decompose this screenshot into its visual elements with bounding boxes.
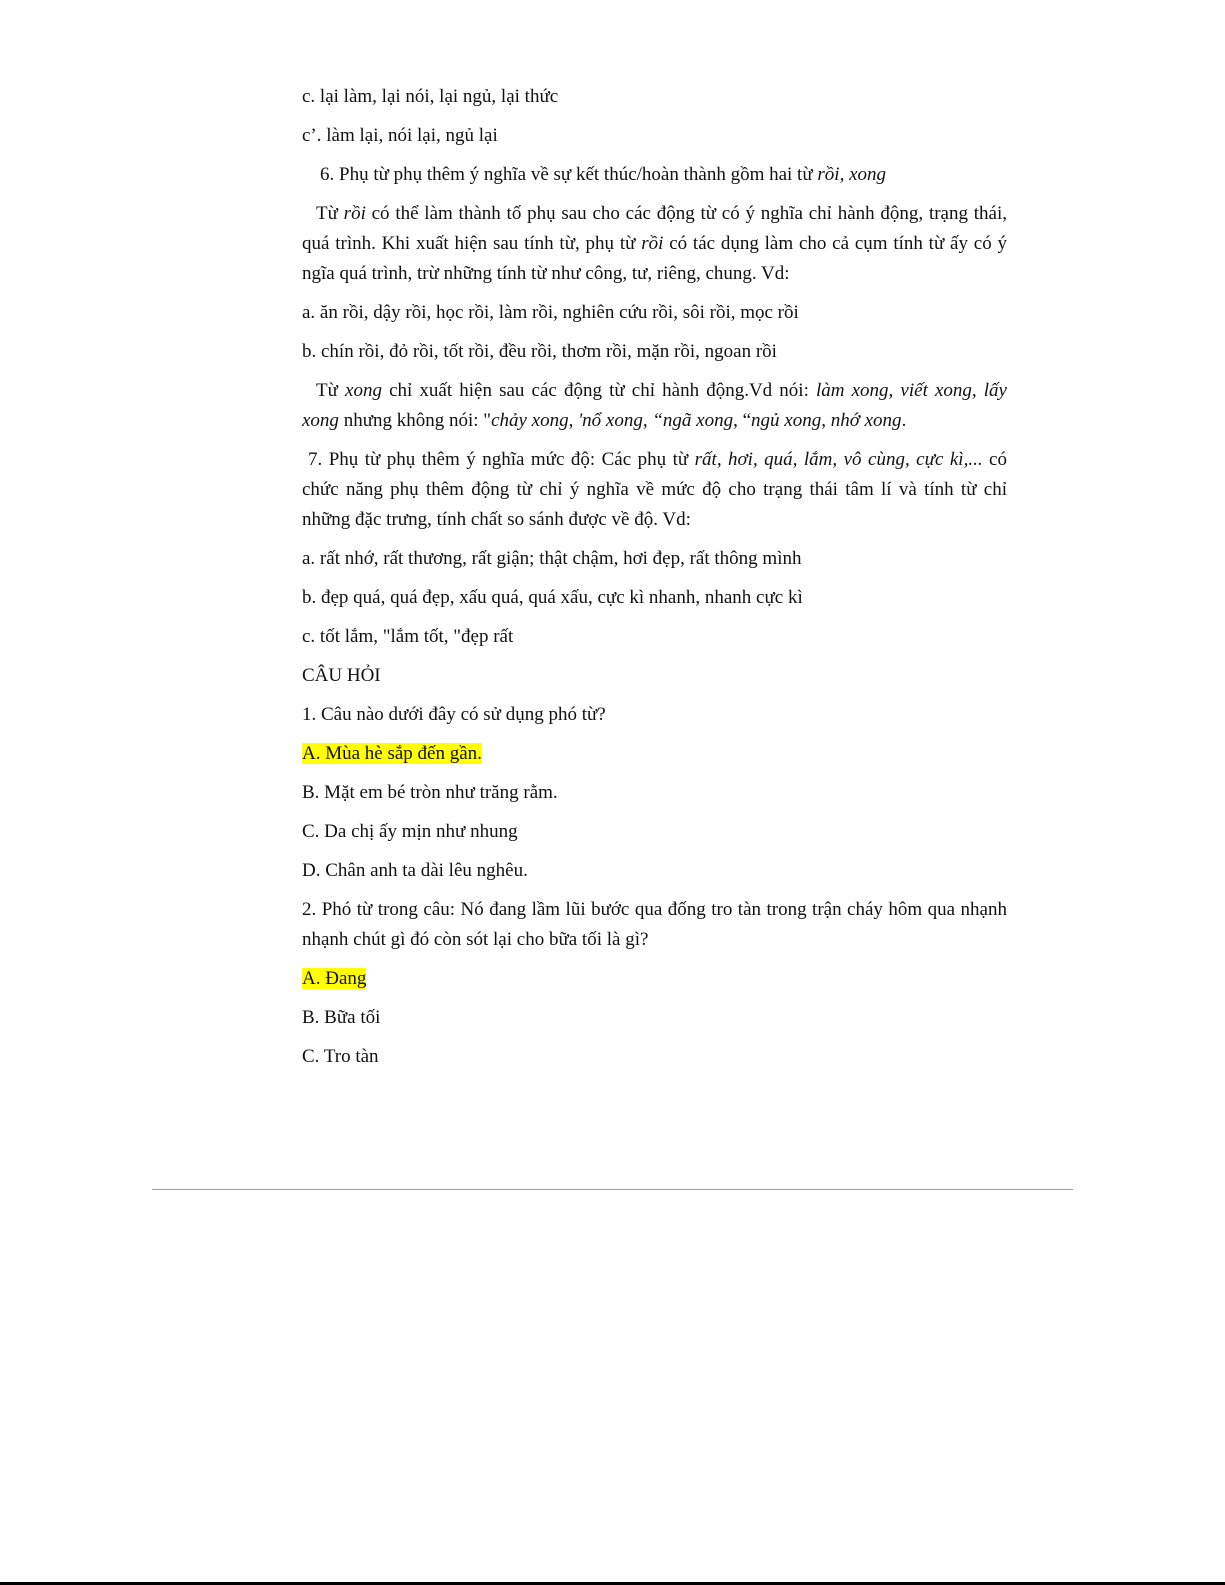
question-1: 1. Câu nào dưới đây có sử dụng phó từ?: [302, 704, 606, 725]
questions-heading: CÂU HỎI: [302, 665, 381, 686]
page-divider: [152, 1189, 1073, 1190]
example-line: b. đẹp quá, quá đẹp, xấu quá, quá xấu, cực kì nhanh, nhanh cực kì: [302, 587, 803, 608]
example-line: c’. làm lại, nói lại, ngủ lại: [302, 125, 498, 146]
question-2: 2. Phó từ trong câu: Nó đang lầm lũi bước qua đống tro tàn trong trận cháy hôm qua nhạnh nhạnh chút gì đó còn sót lại cho bữa tối là gì?: [302, 899, 1007, 950]
answer-option: C. Da chị ấy mịn như nhung: [302, 821, 518, 842]
paragraph-roi: Từ rồi có thể làm thành tố phụ sau cho các động từ có ý nghĩa chỉ hành động, trạng thái, quá trình. Khi xuất hiện sau tính từ, phụ từ rồi có tác dụng làm cho cả cụm tính từ ấy có ý ngĩa quá trình, trừ những tính từ như công, tư, riêng, chung. Vd:: [302, 203, 1007, 284]
section-7-paragraph: 7. Phụ từ phụ thêm ý nghĩa mức độ: Các phụ từ rất, hơi, quá, lắm, vô cùng, cực kì,... có chức năng phụ thêm động từ chỉ ý nghĩa về mức độ cho trạng thái tâm lí và tính từ chỉ những đặc trưng, tính chất so sánh được về độ. Vd:: [302, 449, 1007, 530]
answer-option-correct: [302, 739, 1007, 769]
example-line: b. chín rồi, đỏ rồi, tốt rồi, đều rồi, thơm rồi, mặn rồi, ngoan rồi: [302, 341, 777, 362]
answer-option: B. Bữa tối: [302, 1007, 381, 1028]
paragraph-xong: Từ xong chỉ xuất hiện sau các động từ chỉ hành động.Vd nói: làm xong, viết xong, lấy xong nhưng không nói: "chảy xong, 'nổ xong, “ngã xong, “ngủ xong, nhớ xong.: [302, 380, 1007, 431]
answer-option: C. Tro tàn: [302, 1046, 379, 1067]
answer-option: D. Chân anh ta dài lêu nghêu.: [302, 860, 528, 881]
example-line: c. lại làm, lại nói, lại ngủ, lại thức: [302, 86, 559, 107]
example-line: a. rất nhớ, rất thương, rất giận; thật chậm, hơi đẹp, rất thông mình: [302, 548, 802, 569]
section-6-heading: 6. Phụ từ phụ thêm ý nghĩa về sự kết thúc/hoàn thành gồm hai từ rồi, xong: [320, 164, 886, 185]
highlighted-answer: A. Đang: [302, 968, 367, 989]
answer-option: B. Mặt em bé tròn như trăng rằm.: [302, 782, 558, 803]
document-body: [302, 82, 1007, 1081]
highlighted-answer: A. Mùa hè sắp đến gần.: [302, 743, 482, 764]
example-line: c. tốt lắm, "lắm tốt, "đẹp rất: [302, 626, 514, 647]
answer-option-correct: [302, 964, 1007, 994]
example-line: a. ăn rồi, dậy rồi, học rồi, làm rồi, nghiên cứu rồi, sôi rồi, mọc rồi: [302, 302, 799, 323]
